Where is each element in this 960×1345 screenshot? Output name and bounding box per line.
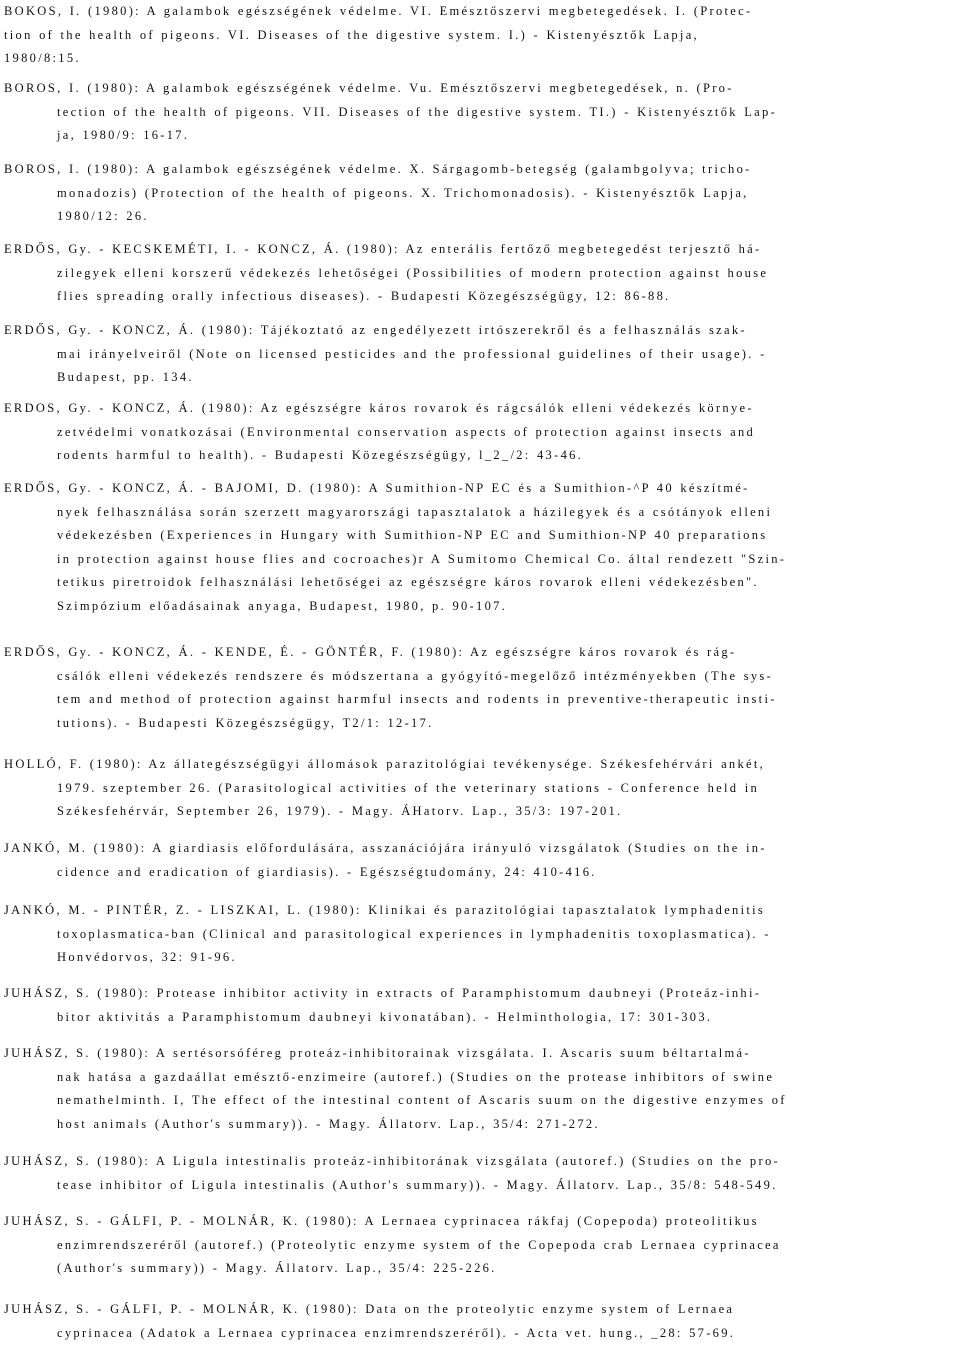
reference-line: BOKOS, I. (1980): A galambok egészségének védelme. VI. Emésztőszervi megbetegedések. I. (Protec-: [0, 0, 960, 24]
reference-line: Honvédorvos, 32: 91-96.: [0, 946, 960, 970]
reference-line: JUHÁSZ, S. (1980): A Ligula intestinalis proteáz-inhibitorának vizsgálata (autoref.) (Studies on the pro-: [0, 1150, 960, 1174]
reference-line: toxoplasmatica-ban (Clinical and parasitological experiences in lymphadenitis toxoplasmatica). -: [0, 923, 960, 947]
reference-line: védekezésben (Experiences in Hungary with Sumithion-NP EC and Sumithion-NP 40 preparations: [0, 524, 960, 548]
reference-entry: [0, 1150, 960, 1197]
reference-line: enzimrendszeréről (autoref.) (Proteolytic enzyme system of the Copepoda crab Lernaea cyprinacea: [0, 1234, 960, 1258]
reference-line: HOLLÓ, F. (1980): Az állategészségügyi állomások parazitológiai tevékenysége. Székesfehérvári ankét,: [0, 753, 960, 777]
reference-entry: [0, 477, 960, 618]
reference-line: tem and method of protection against harmful insects and rodents in preventive-therapeutic insti-: [0, 688, 960, 712]
reference-line: Szimpózium előadásainak anyaga, Budapest, 1980, p. 90-107.: [0, 595, 960, 619]
reference-line: monadozis) (Protection of the health of pigeons. X. Trichomonadosis). - Kistenyésztők Lapja,: [0, 182, 960, 206]
reference-line: JUHÁSZ, S. - GÁLFI, P. - MOLNÁR, K. (1980): A Lernaea cyprinacea rákfaj (Copepoda) proteolitikus: [0, 1210, 960, 1234]
reference-line: BOROS, I. (1980): A galambok egészségének védelme. X. Sárgagomb-betegség (galambgolyva; tricho-: [0, 158, 960, 182]
reference-entry: [0, 238, 960, 309]
reference-line: zilegyek elleni korszerű védekezés lehetőségei (Possibilities of modern protection against house: [0, 262, 960, 286]
reference-entry: [0, 641, 960, 735]
reference-line: 1980/8:15.: [0, 47, 960, 71]
reference-line: tion of the health of pigeons. VI. Diseases of the digestive system. I.) - Kistenyésztők Lapja,: [0, 24, 960, 48]
reference-line: csálók elleni védekezés rendszere és módszertana a gyógyító-megelőző intézményekben (The sys-: [0, 665, 960, 689]
reference-entry: [0, 982, 960, 1029]
reference-entry: [0, 837, 960, 884]
reference-line: ERDŐS, Gy. - KONCZ, Á. - BAJOMI, D. (1980): A Sumithion-NP EC és a Sumithion-^P 40 készítmé-: [0, 477, 960, 501]
reference-entry: [0, 753, 960, 824]
reference-entry: [0, 1298, 960, 1345]
reference-line: tetikus piretroidok felhasználási lehetőségei az egészségre káros rovarok elleni védekezésben".: [0, 571, 960, 595]
reference-line: Székesfehérvár, September 26, 1979). - Magy. ÁHatorv. Lap., 35/3: 197-201.: [0, 800, 960, 824]
reference-line: bitor aktivitás a Paramphistomum daubneyi kivonatában). - Helminthologia, 17: 301-303.: [0, 1006, 960, 1030]
reference-line: ja, 1980/9: 16-17.: [0, 124, 960, 148]
reference-line: ERDŐS, Gy. - KONCZ, Á. (1980): Tájékoztató az engedélyezett irtószerekről és a felhasználás szak-: [0, 319, 960, 343]
reference-entry: [0, 397, 960, 468]
reference-entry: [0, 158, 960, 229]
reference-entry: [0, 1042, 960, 1136]
reference-line: in protection against house flies and cocroaches)r A Sumitomo Chemical Co. által rendezett "Szin-: [0, 548, 960, 572]
reference-line: BOROS, I. (1980): A galambok egészségének védelme. Vu. Emésztőszervi megbetegedések, n. (Pro-: [0, 77, 960, 101]
reference-entry: [0, 899, 960, 970]
reference-line: ERDŐS, Gy. - KONCZ, Á. - KENDE, É. - GÖNTÉR, F. (1980): Az egészségre káros rovarok és rág-: [0, 641, 960, 665]
reference-line: rodents harmful to health). - Budapesti Közegészségügy, l_2_/2: 43-46.: [0, 444, 960, 468]
reference-line: (Author's summary)) - Magy. Állatorv. Lap., 35/4: 225-226.: [0, 1257, 960, 1281]
reference-line: 1980/12: 26.: [0, 205, 960, 229]
reference-line: cyprinacea (Adatok a Lernaea cyprinacea enzimrendszeréről). - Acta vet. hung., _28: 57-69.: [0, 1322, 960, 1345]
reference-line: JUHÁSZ, S. (1980): A sertésorsóféreg proteáz-inhibitorainak vizsgálata. I. Ascaris suum béltartalmá-: [0, 1042, 960, 1066]
reference-line: tection of the health of pigeons. VII. Diseases of the digestive system. TI.) - Kistenyésztők Lap-: [0, 101, 960, 125]
reference-line: JANKÓ, M. - PINTÉR, Z. - LISZKAI, L. (1980): Klinikai és parazitológiai tapasztalatok lymphadenitis: [0, 899, 960, 923]
reference-entry: [0, 1210, 960, 1281]
reference-entry: [0, 319, 960, 390]
reference-line: JUHÁSZ, S. - GÁLFI, P. - MOLNÁR, K. (1980): Data on the proteolytic enzyme system of Lernaea: [0, 1298, 960, 1322]
reference-line: mai irányelveiről (Note on licensed pesticides and the professional guidelines of their usage). -: [0, 343, 960, 367]
reference-line: JANKÓ, M. (1980): A giardiasis előfordulására, asszanációjára irányuló vizsgálatok (Studies on the in-: [0, 837, 960, 861]
reference-line: host animals (Author's summary)). - Magy. Állatorv. Lap., 35/4: 271-272.: [0, 1113, 960, 1137]
reference-line: nyek felhasználása során szerzett magyarországi tapasztalatok a házilegyek és a csótányok elleni: [0, 501, 960, 525]
reference-line: cidence and eradication of giardiasis). - Egészségtudomány, 24: 410-416.: [0, 861, 960, 885]
reference-line: nak hatása a gazdaállat emésztő-enzimeire (autoref.) (Studies on the protease inhibitors of swine: [0, 1066, 960, 1090]
reference-entry: [0, 0, 960, 71]
reference-line: ERDŐS, Gy. - KECSKEMÉTI, I. - KONCZ, Á. (1980): Az enterális fertőző megbetegedést terjesztő há-: [0, 238, 960, 262]
reference-line: tease inhibitor of Ligula intestinalis (Author's summary)). - Magy. Állatorv. Lap., 35/8: 548-549.: [0, 1174, 960, 1198]
reference-line: zetvédelmi vonatkozásai (Environmental conservation aspects of protection against insects and: [0, 421, 960, 445]
reference-line: Budapest, pp. 134.: [0, 366, 960, 390]
reference-line: nemathelminth. I, The effect of the intestinal content of Ascaris suum on the digestive enzymes of: [0, 1089, 960, 1113]
reference-line: 1979. szeptember 26. (Parasitological activities of the veterinary stations - Conference held in: [0, 777, 960, 801]
reference-line: flies spreading orally infectious diseases). - Budapesti Közegészségügy, 12: 86-88.: [0, 285, 960, 309]
reference-line: JUHÁSZ, S. (1980): Protease inhibitor activity in extracts of Paramphistomum daubneyi (Proteáz-inhi-: [0, 982, 960, 1006]
reference-entry: [0, 77, 960, 148]
reference-line: ERDOS, Gy. - KONCZ, Á. (1980): Az egészségre káros rovarok és rágcsálók elleni védekezés környe-: [0, 397, 960, 421]
reference-line: tutions). - Budapesti Közegészségügy, T2/1: 12-17.: [0, 712, 960, 736]
